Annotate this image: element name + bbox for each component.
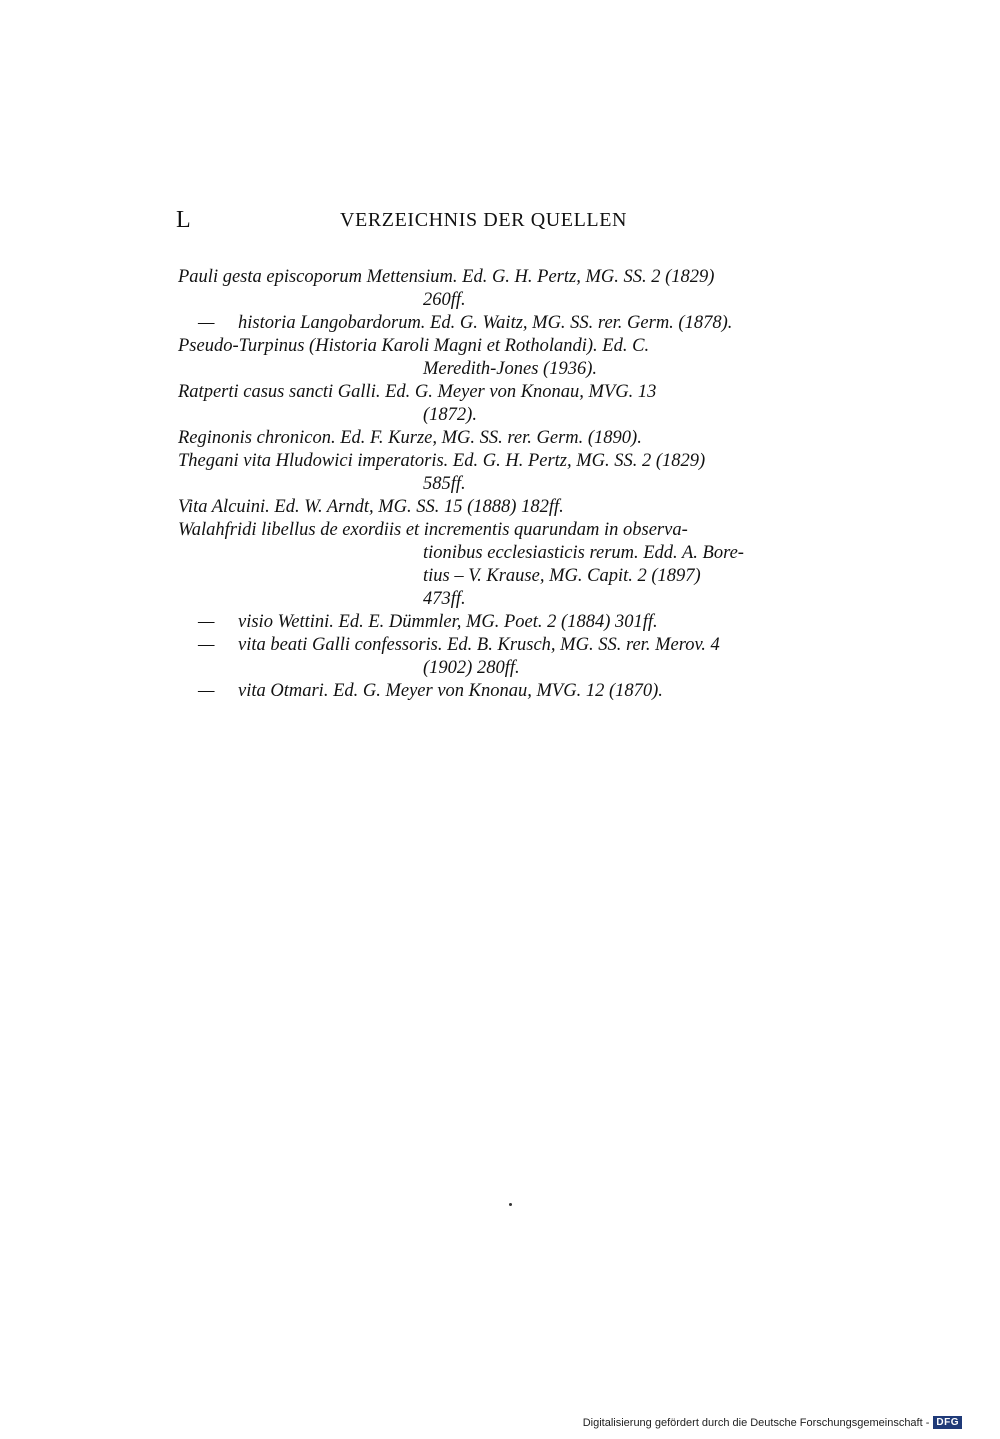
entry-line: tionibus ecclesiasticis rerum. Edd. A. Bore- <box>423 543 744 563</box>
ditto-dash: — <box>198 635 215 655</box>
entry-line: (1902) 280ff. <box>423 658 520 678</box>
entry-line: 473ff. <box>423 589 466 609</box>
entry-line: 260ff. <box>423 290 466 310</box>
ditto-dash: — <box>198 681 215 701</box>
stray-mark <box>509 1203 512 1206</box>
footer-text: Digitalisierung gefördert durch die Deutsche Forschungsgemeinschaft - <box>582 1416 930 1429</box>
entry-line: Pseudo-Turpinus (Historia Karoli Magni et Rotholandi). Ed. C. <box>178 336 650 356</box>
entry-line: Meredith-Jones (1936). <box>423 359 597 379</box>
page-number: L <box>176 207 192 233</box>
entry-text: visio Wettini. Ed. E. Dümmler, MG. Poet. 2 (1884) 301ff. <box>238 612 658 632</box>
entry-text: vita beati Galli confessoris. Ed. B. Krusch, MG. SS. rer. Merov. 4 <box>238 635 720 655</box>
entry-line <box>178 611 820 634</box>
entry-line: Walahfridi libellus de exordiis et incrementis quarundam in observa- <box>178 520 688 540</box>
entry-line <box>178 680 820 703</box>
entry-line: (1872). <box>423 405 477 425</box>
entry-line: Thegani vita Hludowici imperatoris. Ed. G. H. Pertz, MG. SS. 2 (1829) <box>178 451 706 471</box>
ditto-dash: — <box>198 612 215 632</box>
source-list <box>178 266 820 703</box>
entry-line: 585ff. <box>423 474 466 494</box>
entry-line: tius – V. Krause, MG. Capit. 2 (1897) <box>423 566 701 586</box>
entry-line: Pauli gesta episcoporum Mettensium. Ed. G. H. Pertz, MG. SS. 2 (1829) <box>178 267 715 287</box>
entry-line: Vita Alcuini. Ed. W. Arndt, MG. SS. 15 (1888) 182ff. <box>178 497 564 517</box>
entry-text: historia Langobardorum. Ed. G. Waitz, MG. SS. rer. Germ. (1878). <box>238 313 733 333</box>
entry-line <box>178 312 820 335</box>
entry-line: Reginonis chronicon. Ed. F. Kurze, MG. SS. rer. Germ. (1890). <box>178 428 642 448</box>
ditto-dash: — <box>198 313 215 333</box>
digitization-footer <box>583 1416 962 1429</box>
dfg-logo: DFG <box>933 1416 962 1429</box>
entry-line <box>178 634 820 657</box>
entry-text: vita Otmari. Ed. G. Meyer von Knonau, MVG. 12 (1870). <box>238 681 663 701</box>
running-head-title: VERZEICHNIS DER QUELLEN <box>340 209 628 231</box>
entry-line: Ratperti casus sancti Galli. Ed. G. Meyer von Knonau, MVG. 13 <box>178 382 657 402</box>
